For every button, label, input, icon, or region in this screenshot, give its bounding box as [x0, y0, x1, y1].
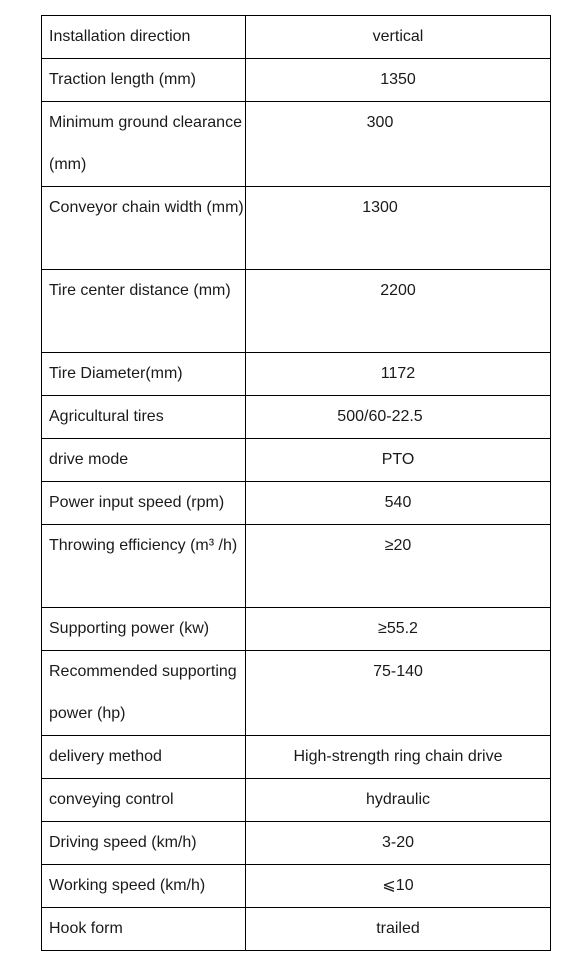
spec-label: Throwing efficiency (m³ /h)	[42, 525, 246, 608]
table-row	[42, 187, 551, 270]
spec-value	[246, 439, 551, 482]
spec-value-text: 3-20	[381, 834, 415, 851]
spec-value-text: hydraulic	[365, 791, 431, 808]
spec-value	[246, 16, 551, 59]
spec-value	[246, 865, 551, 908]
table-row	[42, 908, 551, 951]
table-row	[42, 270, 551, 353]
spec-value-text: trailed	[376, 920, 420, 937]
table-row	[42, 865, 551, 908]
table-row	[42, 353, 551, 396]
table-row	[42, 525, 551, 608]
spec-label: Tire center distance (mm)	[42, 270, 246, 353]
spec-label: delivery method	[42, 736, 246, 779]
spec-label: Minimum ground clearance (mm)	[42, 102, 246, 187]
spec-value-text: 1172	[380, 365, 416, 382]
spec-value	[246, 353, 551, 396]
spec-label: Power input speed (rpm)	[42, 482, 246, 525]
spec-value-text: 300	[366, 114, 394, 131]
table-row	[42, 102, 551, 187]
spec-value	[246, 102, 551, 187]
spec-value	[246, 482, 551, 525]
spec-label: Tire Diameter(mm)	[42, 353, 246, 396]
spec-label: conveying control	[42, 779, 246, 822]
table-row	[42, 779, 551, 822]
spec-value-text: 1300	[362, 199, 398, 216]
spec-value-text: ≥55.2	[378, 620, 418, 637]
spec-value-text: High-strength ring chain drive	[293, 748, 503, 765]
spec-value-text: 1350	[380, 71, 416, 88]
spec-label: Traction length (mm)	[42, 59, 246, 102]
spec-value-text: 540	[384, 494, 412, 511]
table-row	[42, 396, 551, 439]
spec-table	[41, 15, 551, 951]
spec-label: Supporting power (kw)	[42, 608, 246, 651]
spec-value-text: 2200	[380, 282, 416, 299]
spec-value	[246, 59, 551, 102]
spec-value	[246, 779, 551, 822]
spec-label: Driving speed (km/h)	[42, 822, 246, 865]
table-row	[42, 822, 551, 865]
spec-value	[246, 270, 551, 353]
spec-label: Recommended supporting power (hp)	[42, 651, 246, 736]
table-row	[42, 736, 551, 779]
spec-value	[246, 608, 551, 651]
spec-value	[246, 187, 551, 270]
spec-label: Installation direction	[42, 16, 246, 59]
spec-label: Conveyor chain width (mm)	[42, 187, 246, 270]
spec-label: Hook form	[42, 908, 246, 951]
spec-label: drive mode	[42, 439, 246, 482]
spec-value	[246, 396, 551, 439]
spec-value-text: 75-140	[373, 663, 423, 680]
spec-value	[246, 651, 551, 736]
table-row	[42, 482, 551, 525]
table-row	[42, 16, 551, 59]
table-row	[42, 651, 551, 736]
spec-value-text: 500/60-22.5	[337, 408, 423, 425]
spec-value-text: vertical	[372, 28, 424, 45]
spec-value	[246, 525, 551, 608]
spec-label: Working speed (km/h)	[42, 865, 246, 908]
table-row	[42, 59, 551, 102]
table-row	[42, 439, 551, 482]
table-row	[42, 608, 551, 651]
spec-value-text: ⩽10	[382, 877, 414, 894]
spec-value	[246, 908, 551, 951]
spec-value	[246, 736, 551, 779]
spec-label: Agricultural tires	[42, 396, 246, 439]
spec-value	[246, 822, 551, 865]
spec-value-text: ≥20	[384, 537, 412, 554]
spec-value-text: PTO	[381, 451, 415, 468]
